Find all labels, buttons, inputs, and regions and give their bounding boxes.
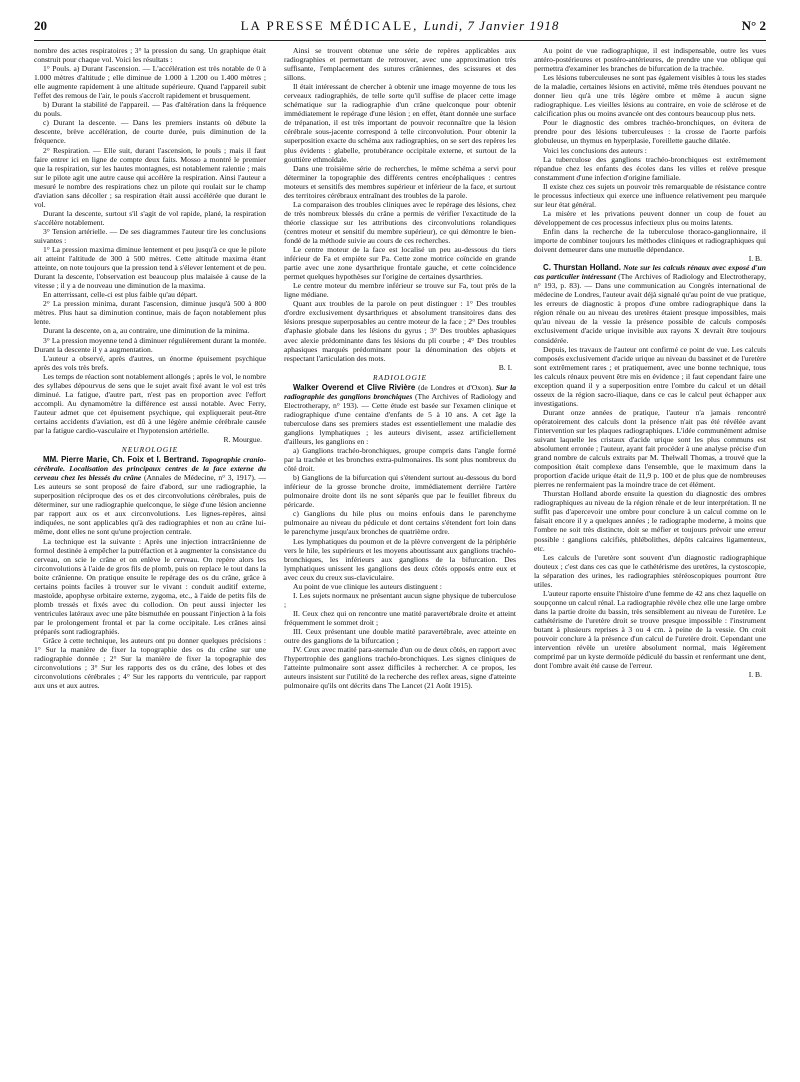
- paragraph: b) Ganglions de la bifurcation qui s'étendent surtout au-dessous du bord inférieur de la grosse bronche droite, immédiatement derrière l'artère pulmonaire droite dont ils ne sont séparés que par le feuillet fibreux du péricarde.: [284, 473, 516, 510]
- paragraph: Durant onze années de pratique, l'auteur n'a jamais rencontré opératoirement des calculs dont la présence n'ait pas été révélée avant l'intervention sur les plaques radiographiques. L'idée communément admise suivant laquelle les cristaux d'acide urique sont les plus communs est absolument erronée ; l'auteur, ayant fait procéder à une analyse précise d'un grand nombre de calculs extraits par M. Thelwall Thomas, a trouvé que la composition était complexe dans l'ensemble, que le maximum dans la proportion d'acide urique était de 11,9 p. 100 et de plus que de nombreuses pierres ne renfermaient pas la moindre trace de cet élément.: [534, 407, 766, 490]
- article-authors: C. Thurstan Holland.: [543, 263, 621, 273]
- page-header: [34, 18, 766, 40]
- paragraph: Dans une troisième série de recherches, le même schéma a servi pour déterminer la topographie des différents centres encéphaliques : centres moteurs et sensitifs des membres supérieur et inférieur de la face, et surtout des territoires cérébraux entraînant des troubles de la parole.: [284, 163, 516, 200]
- paragraph: Au point de vue clinique les auteurs distinguent :: [293, 581, 442, 591]
- paragraph: L'auteur a observé, après d'autres, un énorme épuisement psychique après des vols très brefs.: [34, 353, 266, 372]
- article-title: Topographie cranio-cérébrale. Localisation des principaux centres de la face externe du cerveau chez les blessés du crâne: [34, 455, 266, 483]
- article-affiliation: (de Londres et d'Oxon).: [415, 382, 494, 392]
- article-abstract: [284, 383, 516, 446]
- paragraph: La tuberculose des ganglions trachéo-bronchiques est extrêmement répandue chez les enfants des écoles dans les villes et relève presque constamment d'une infection d'origine familiale.: [534, 154, 766, 182]
- paragraph: Grâce à cette technique, les auteurs ont pu donner quelques précisions : 1° Sur la manière de fixer la topographie des os du crâne sur une radiographie donnée ; 2° Sur la manière de fixer la topographie des circonvolutions ; 3° Sur les rapports des os du crâne, des lobes et des circonvolutions cérébrales ; 4° Sur les rapports du ventricule, par rapport aux uns et aux autres.: [34, 636, 266, 691]
- article-body: (The Archives of Radiology and Electrotherapy, n° 193). — Cette étude est basée sur l'examen clinique et radiographique d'une centaine d'enfants de 5 à 10 ans. A cet âge la tuberculose dans ses premiers stades est essentiellement une maladie des ganglions lymphatiques ; les auteurs divisent, assez artificiellement d'ailleurs, les ganglions en :: [284, 391, 516, 447]
- column-3: [534, 46, 766, 1072]
- article-body: (Annales de Médecine, n° 3, 1917). — Les auteurs se sont proposé de faire d'abord, sur une radiographie, la superposition réciproque des os et des circonvolutions cérébrales, puis de déterminer, sur une radiographie quelconque, le siège d'une lésion ancienne par rapport aux os et aux circonvolutions. Les lignes-repères, ainsi indiquées, ne sont applicables qu'à des radiographies et non au crâne lui-même, dont elles ne sont qu'une projection centrale.: [34, 473, 266, 537]
- paragraph: Au point de vue radiographique, il est indispensable, outre les vues antéro-postérieures et postéro-antérieures, de prendre une vue oblique qui permettra d'examiner les branches de bifurcation de la trachée.: [534, 46, 766, 74]
- page-number: 20: [34, 18, 47, 33]
- column-1: [34, 46, 266, 1072]
- article-authors: Walker Overend et Clive Rivière: [293, 382, 416, 392]
- paragraph: Depuis, les travaux de l'auteur ont confirmé ce point de vue. Les calculs composés exclusivement d'acide urique au niveau du bassinet et de l'uretère sont extrêmement rares ; et pratiquement, avec une bonne technique, tous les calculs rénaux peuvent être mis en évidence ; il faut cependant faire une exception quand il y a superposition entre l'ombre du calcul et un détail osseux de la région sacro-iliaque, dans ce cas le calcul peut échapper aux investigations.: [534, 344, 766, 408]
- article-body: (The Archives of Radiology and Electrotherapy, n° 193, p. 83). — Dans une communication au Congrès international de médecine de Londres, l'auteur avait déjà signalé qu'au point de vue pratique, les erreurs de diagnostic à propos d'une ombre radiographique dans la région rénale ou au niveau des uretères étaient presque impossibles, mais qu'au niveau de la vessie la présence possible de calculs composés exclusivement d'acide urique invisible aux rayons X devrait être toujours considérée.: [534, 272, 766, 345]
- section-heading: RADIOLOGIE: [373, 372, 427, 382]
- article-title: Sur la radiographie des ganglions bronchiques: [284, 382, 516, 401]
- paragraph: 1° La pression maxima diminue lentement et peu jusqu'à ce que le pilote ait atteint l'altitude de 300 à 500 mètres. Cette altitude maxima étant atteinte, on note toujours que la pression tend à s'élever lentement et de peu. Durant la descente, l'observation est beaucoup plus malaisée à cause de la vitesse ; il y a de nouveau une diminution de la maxima.: [34, 245, 266, 291]
- paragraph: La technique est la suivante : Après une injection intracrânienne de formol destinée à empêcher la putréfaction et à augmenter la consistance du cerveau, on scie le crâne et on enlève le cerveau. On repère alors les circonvolutions à l'aide de gros fils de plomb, puis on replace le tout dans la boite crânienne. On pratique ensuite le repérage des os du crâne, grâce à certains points faciles à trouver sur le vivant : conduit auditif externe, mastoïde, apophyse orbitaire externe, zygoma, etc., à l'aide de petits fils de plomb tressés et fixés avec du collodion. On peut aussi injecter les ventricules latéraux avec une pâte bismuthée en poussant l'injection à la fois par le prolongement frontal et par la corne occipitale. Les crânes ainsi préparés sont radiographiés.: [34, 536, 266, 636]
- paragraph: En atterrissant, celle-ci est plus faible qu'au départ.: [43, 290, 198, 300]
- paragraph: Pour le diagnostic des ombres trachéo-bronchiques, on évitera de prendre pour des lésions tuberculeuses : la crosse de l'aorte parfois globuleuse, un thymus en hyperplasie, l'oreillette gauche dilatée.: [534, 118, 766, 146]
- paragraph: La comparaison des troubles cliniques avec le repérage des lésions, chez de très nombreux blessés du crâne a permis de vérifier l'exactitude de la théorie classique sur les attributions des circonvolutions rolandiques (centres moteur et sensitif du membre supérieur), ce qui démontre le bien-fondé de la méthode suivie au cours de ces recherches.: [284, 199, 516, 245]
- article-authors: MM. Pierre Marie, Ch. Foix et I. Bertrand.: [43, 455, 199, 465]
- paragraph: 3° Tension artérielle. — De ses diagrammes l'auteur tire les conclusions suivantes :: [34, 226, 266, 245]
- paragraph: 2° Respiration. — Elle suit, durant l'ascension, le pouls ; mais il faut faire entrer ici en ligne de compte deux faits. Mosso a montré le premier que la respiration, sur les hautes montagnes, est notablement ralentie ; mais sur le pilote agit une autre cause qui accélère la respiration. Ainsi l'auteur a mesuré le nombre des respirations chez un pilote qui roulait sur le champ d'aviation sans décoller ; sa respiration était aussi accélérée que durant le vol.: [34, 145, 266, 209]
- paragraph: L'auteur raporte ensuite l'histoire d'une femme de 42 ans chez laquelle on soupçonne un calcul rénal. La radiographie révèle chez elle une large ombre dans la partie droite du bassin, très sensiblement au niveau de l'uretère. Le cathétérisme de l'uretère droit se trouve presque impossible : l'instrument butant à plusieurs reprises à 3 ou 4 cm. à peine de la vessie. On croit pouvoir conclure à la présence d'un calcul de l'uretère droit. Cependant une intervention révèle un uretère absolument normal, mais légèrement comprimé par un kyste dermoïde pédiculé du bassin et renfermant une dent, dont l'ombre avait été cause de l'erreur.: [534, 588, 766, 671]
- paragraph: Les lésions tuberculeuses ne sont pas également visibles à tous les stades de la maladie, certaines lésions en activité, même très étendues pouvant ne donner lieu qu'à une très légère ombre et même à aucun signe radiographique. Les vieilles lésions au contraire, en voie de sclérose et de calcification plus ou moins avancée ont des contours beaucoup plus nets.: [534, 73, 766, 119]
- author-signature: I. B.: [748, 254, 762, 264]
- paragraph: Durant la descente, on a, au contraire, une diminution de la minima.: [43, 326, 250, 336]
- paragraph: 2° La pression minima, durant l'ascension, diminue jusqu'à 500 à 800 mètres. Plus haut sa diminution continue, mais de façon notablement plus lente.: [34, 299, 266, 327]
- paragraph: II. Ceux chez qui on rencontre une matité paravertébrale droite et atteint fréquemment le sommet droit ;: [284, 608, 516, 627]
- issue-number: N° 2: [741, 18, 766, 33]
- paragraph: III. Ceux présentant une double matité paravertébrale, avec atteinte en outre des ganglions de la bifurcation ;: [284, 627, 516, 646]
- paragraph: IV. Ceux avec matité para-sternale d'un ou de deux côtés, en rapport avec l'hypertrophie des ganglions trachéo-bronchiques. Les signes cliniques de l'atteinte pulmonaire sont assez difficiles à rechercher. A ce propos, les auteurs insistent sur l'utilité de la recherche des reflex areas, signe d'atteinte pulmonaire qu'ils ont décrits dans The Lancet (21 Août 1915).: [284, 645, 516, 691]
- header-rule: [34, 40, 766, 41]
- paragraph: Les temps de réaction sont notablement allongés ; après le vol, le nombre des syllabes dépourvus de sens que le sujet avait fixé avant le vol est très diminué. La fatigue, d'autre part, n'est pas en proportion avec l'effort accompli. Au dynamomètre la différence est aussi notable. Avec Ferry, l'auteur admet que cet épuisement psychique, qui expliquerait peut-être certains accidents d'aviation, est dû à une légère anémie cérébrale causée par la fatigue cardio-vasculaire et l'hypotension artérielle.: [34, 371, 266, 435]
- article-title: Note sur les calculs rénaux avec exposé d'un cas particulier intéressant: [534, 263, 766, 282]
- paragraph: Il était intéressant de chercher à obtenir une image moyenne de tous les cerveaux radiographiés, de telle sorte qu'il suffise de placer cette image schématique sur la radiographie d'un crâne quelconque pour obtenir immédiatement le repérage d'une lésion ; en effet, étant donnée une surface de trépanation, il est très important de pouvoir reconnaître que la lésion cérébrale sous-jacente correspond à telle circonvolution. Pour obtenir la superposition exacte du schéma aux radiographies, on se sert des repères les plus évidents : glabelle, protubérance occipitale externe, et surtout de la gouttière ethmoïdale.: [284, 82, 516, 164]
- paragraph: a) Ganglions trachéo-bronchiques, groupe compris dans l'angle formé par la trachée et les bronches extra-pulmonaires. Ils sont plus nombreux du côté droit.: [284, 446, 516, 474]
- paragraph: Le centre moteur de la face est localisé un peu au-dessous du tiers inférieur de Fa et empiète sur Pa. Cette zone motrice coïncide en grande partie avec une zone dysarthrique frontale gauche, et cette coïncidence permet quelques hypothèses sur l'origine de certaines dysarthries.: [284, 245, 516, 282]
- journal-name: LA PRESSE MÉDICALE,: [240, 18, 419, 33]
- paragraph: b) Durant la stabilité de l'appareil. — Pas d'altération dans la fréquence du pouls.: [34, 100, 266, 119]
- paragraph: nombre des actes respiratoires ; 3° la pression du sang. Un graphique était construit pour chaque vol. Voici les résultats :: [34, 46, 266, 65]
- paragraph: 1° Pouls. a) Durant l'ascension. — L'accélération est très notable de 0 à 1.000 mètres d'altitude ; elle diminue de 1.000 à 1.200 ou 1.400 mètres ; elle augmente rapidement à une altitude supérieure. Quand l'appareil subit l'effet des remous de l'air, le pouls s'accroît rapidement et brusquement.: [34, 64, 266, 101]
- paragraph: La misère et les privations peuvent donner un coup de fouet au développement de ces processus infectieux plus ou moins latents.: [534, 208, 766, 227]
- paragraph: Le centre moteur du membre inférieur se trouve sur Fa, tout près de la ligne médiane.: [284, 281, 516, 300]
- issue-date: Lundi, 7 Janvier 1918: [423, 18, 560, 33]
- paragraph: I. Les sujets normaux ne présentant aucun signe physique de tuberculose ;: [284, 590, 516, 609]
- author-signature: R. Mourgue.: [223, 435, 262, 445]
- journal-title: [34, 18, 766, 34]
- article-abstract: [34, 455, 266, 536]
- article-abstract: [534, 263, 766, 344]
- paragraph: Les calculs de l'uretère sont souvent d'un diagnostic radiographique douteux ; c'est dans ces cas que le cathétérisme des uretères, la cystoscopie, la séparation des urines, les radiographies stéréoscopiques pourront être utiles.: [534, 552, 766, 589]
- paragraph: Quant aux troubles de la parole on peut distinguer : 1° Des troubles d'ordre exclusivement dysarthriques et absolument transitoires dans des lésions presque superposables au centre moteur de la face ; 2° Des troubles d'aphasie globale dans les lésions du gyrus ; 3° Des troubles aphasiques avec alexie prédominante dans les lésions du pli courbe ; 4° Des troubles aphasiques marqués prédominant pour la dénomination des objets et respectant l'articulation des mots.: [284, 299, 516, 363]
- paragraph: Thurstan Holland aborde ensuite la question du diagnostic des ombres radiographiques au niveau de la région rénale et de leur interprétation. Il ne suffit pas d'apercevoir une ombre pour conclure à un calcul comme on le faisait encore il y a quelques années ; le radiographe moderne, à moins que l'ombre ne soit très distincte, doit se méfier et toujours prévoir une erreur possible : ganglions calcifiés, phlébolithes, dépôts calcaires ligamenteux, etc.: [534, 489, 766, 553]
- paragraph: Les lymphatiques du poumon et de la plèvre convergent de la périphérie vers le hile, les supérieurs et les moyens aboutissant aux ganglions trachéo-bronchiques, les inférieurs aux ganglions de la bifurcation. Des lymphatiques unissent les ganglions des deux côtés opposés entre eux et avec ceux du creux sus-claviculaire.: [284, 536, 516, 582]
- paragraph: Il existe chez ces sujets un pouvoir très remarquable de résistance contre le processus infectieux qui exerce une influence relativement peu marquée sur leur état général.: [534, 181, 766, 209]
- paragraph: Voici les conclusions des auteurs :: [543, 145, 647, 155]
- paragraph: 3° La pression moyenne tend à diminuer régulièrement durant la montée. Durant la descente il y a augmentation.: [34, 335, 266, 354]
- paragraph: c) Durant la descente. — Dans les premiers instants où débute la descente, brève accélération, de courte durée, puis diminution de la fréquence.: [34, 118, 266, 146]
- section-heading: NEUROLOGIE: [121, 445, 179, 455]
- paragraph: Durant la descente, surtout s'il s'agit de vol rapide, plané, la respiration s'accélère notablement.: [34, 208, 266, 227]
- column-2: [284, 46, 516, 1072]
- paragraph: c) Ganglions du hile plus ou moins enfouis dans le parenchyme pulmonaire au niveau du pédicule et dont certains s'étendent fort loin dans le parenchyme jusqu'aux bronches de quatrième ordre.: [284, 509, 516, 537]
- author-signature: B. I.: [498, 362, 512, 372]
- paragraph: Ainsi se trouvent obtenue une série de repères applicables aux radiographies et permettant de retrouver, avec une approximation très suffisante, l'emplacement des sutures crâniennes, des scissures et des sillons.: [284, 46, 516, 83]
- author-signature: I. B.: [748, 670, 762, 680]
- paragraph: Enfin dans la recherche de la tuberculose thoraco-ganglionnaire, il importe de combiner toujours les méthodes cliniques et radiographiques qui doivent demeurer dans une mutuelle dépendance.: [534, 226, 766, 255]
